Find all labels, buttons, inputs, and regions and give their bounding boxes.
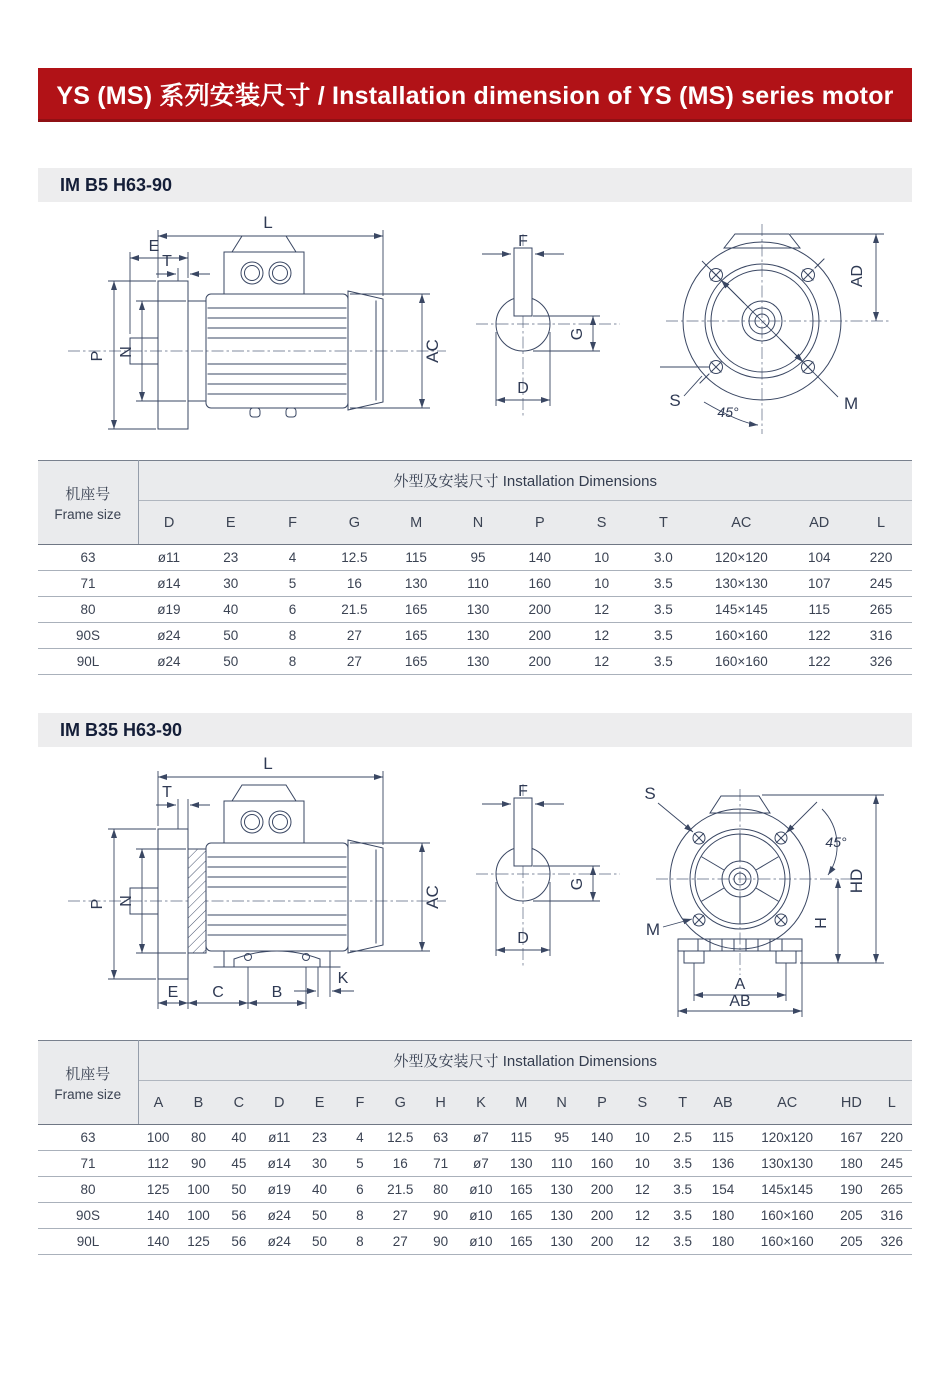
value-cell: 265 (872, 1177, 913, 1203)
frame-size-cell: 71 (38, 571, 138, 597)
value-cell: 63 (420, 1125, 460, 1151)
value-cell: 10 (622, 1125, 662, 1151)
value-cell: ø11 (259, 1125, 299, 1151)
table-row (38, 1151, 912, 1177)
value-cell: 3.0 (633, 545, 695, 571)
frame-size-cell: 71 (38, 1151, 138, 1177)
column-header-E: E (200, 501, 262, 545)
column-header-M: M (385, 501, 447, 545)
dim-label-HD: HD (847, 868, 866, 894)
value-cell: 10 (571, 571, 633, 597)
frame-size-cell: 63 (38, 545, 138, 571)
value-cell: 5 (262, 571, 324, 597)
value-cell: ø14 (138, 571, 200, 597)
value-cell: 165 (385, 597, 447, 623)
column-header-A: A (138, 1081, 178, 1125)
value-cell: 120x120 (743, 1125, 831, 1151)
frame-size-cell: 80 (38, 1177, 138, 1203)
page-title: YS (MS) 系列安装尺寸 / Installation dimension of YS (MS) series motor (56, 81, 894, 110)
dimensions-table-b35 (38, 1040, 912, 1255)
dim-label-P: P (89, 350, 106, 362)
value-cell: 107 (788, 571, 850, 597)
value-cell: 40 (219, 1125, 259, 1151)
frame-size-cell: 80 (38, 597, 138, 623)
value-cell: 80 (178, 1125, 218, 1151)
group-header: 外型及安装尺寸 Installation Dimensions (138, 461, 912, 501)
dim-label-T: T (162, 253, 172, 270)
value-cell: 50 (200, 623, 262, 649)
value-cell: 27 (323, 623, 385, 649)
value-cell: 265 (850, 597, 912, 623)
column-header-K: K (461, 1081, 501, 1125)
column-header-G: G (323, 501, 385, 545)
value-cell: ø7 (461, 1125, 501, 1151)
column-header-S: S (622, 1081, 662, 1125)
value-cell: ø14 (259, 1151, 299, 1177)
value-cell: 5 (340, 1151, 380, 1177)
dim-label-C: C (212, 984, 224, 1001)
value-cell: 165 (385, 649, 447, 675)
frame-size-cell: 90L (38, 1229, 138, 1255)
column-header-P: P (509, 501, 571, 545)
value-cell: 8 (262, 623, 324, 649)
dim-label-M: M (844, 394, 859, 413)
frame-size-header: 机座号 Frame size (38, 461, 138, 545)
value-cell: 95 (541, 1125, 581, 1151)
value-cell: ø24 (259, 1203, 299, 1229)
dimensions-table-b5 (38, 460, 912, 675)
column-header-M: M (501, 1081, 541, 1125)
value-cell: 140 (138, 1229, 178, 1255)
value-cell: 112 (138, 1151, 178, 1177)
value-cell: 220 (872, 1125, 913, 1151)
value-cell: 3.5 (633, 571, 695, 597)
column-header-G: G (380, 1081, 420, 1125)
value-cell: 100 (138, 1125, 178, 1151)
value-cell: 3.5 (662, 1151, 702, 1177)
value-cell: 10 (571, 545, 633, 571)
value-cell: 115 (385, 545, 447, 571)
value-cell: 4 (340, 1125, 380, 1151)
dim-label-K: K (337, 970, 349, 987)
column-header-P: P (582, 1081, 622, 1125)
value-cell: ø24 (259, 1229, 299, 1255)
dim-label-A: A (734, 976, 746, 993)
dim-label-AC2: AC (423, 885, 442, 909)
dim-label-E: E (148, 238, 160, 255)
value-cell: ø24 (138, 623, 200, 649)
value-cell: 90 (178, 1151, 218, 1177)
column-header-AC: AC (694, 501, 788, 545)
value-cell: 23 (299, 1125, 339, 1151)
dim-label-M2: M (645, 920, 661, 939)
value-cell: 122 (788, 623, 850, 649)
value-cell: 200 (509, 623, 571, 649)
dim-label-L: L (263, 213, 273, 232)
table-row (38, 1177, 912, 1203)
frame-size-cell: 90S (38, 1203, 138, 1229)
value-cell: 200 (509, 649, 571, 675)
value-cell: 245 (850, 571, 912, 597)
column-header-N: N (541, 1081, 581, 1125)
dim-label-T2: T (162, 784, 172, 801)
dim-label-N: N (118, 346, 135, 358)
value-cell: 326 (850, 649, 912, 675)
value-cell: 12.5 (323, 545, 385, 571)
value-cell: 4 (262, 545, 324, 571)
value-cell: 316 (872, 1203, 913, 1229)
value-cell: 100 (178, 1177, 218, 1203)
value-cell: 21.5 (380, 1177, 420, 1203)
value-cell: 115 (788, 597, 850, 623)
value-cell: 130 (447, 597, 509, 623)
value-cell: 45 (219, 1151, 259, 1177)
value-cell: 50 (299, 1203, 339, 1229)
dim-label-45deg-2: 45° (825, 834, 847, 850)
dim-label-L2: L (263, 754, 273, 773)
table-row (38, 571, 912, 597)
column-header-S: S (571, 501, 633, 545)
value-cell: 30 (299, 1151, 339, 1177)
value-cell: 30 (200, 571, 262, 597)
value-cell: 12 (622, 1203, 662, 1229)
value-cell: 12 (622, 1177, 662, 1203)
value-cell: 56 (219, 1203, 259, 1229)
table-row (38, 545, 912, 571)
b35-side-view (68, 754, 446, 1009)
value-cell: 160×160 (694, 649, 788, 675)
dim-label-S: S (669, 391, 681, 410)
value-cell: 205 (831, 1229, 871, 1255)
value-cell: 180 (703, 1229, 743, 1255)
value-cell: ø24 (138, 649, 200, 675)
value-cell: 136 (703, 1151, 743, 1177)
dim-label-D2: D (517, 930, 529, 947)
column-header-AD: AD (788, 501, 850, 545)
group-header: 外型及安装尺寸 Installation Dimensions (138, 1041, 912, 1081)
dim-label-AD: AD (849, 264, 866, 288)
value-cell: 130 (385, 571, 447, 597)
value-cell: 8 (340, 1229, 380, 1255)
value-cell: 16 (323, 571, 385, 597)
value-cell: 200 (582, 1229, 622, 1255)
table-row (38, 623, 912, 649)
value-cell: 50 (299, 1229, 339, 1255)
value-cell: 12 (622, 1229, 662, 1255)
dim-label-D: D (517, 380, 529, 397)
column-header-B: B (178, 1081, 218, 1125)
value-cell: 56 (219, 1229, 259, 1255)
value-cell: 165 (501, 1203, 541, 1229)
value-cell: 3.5 (633, 623, 695, 649)
value-cell: 3.5 (662, 1177, 702, 1203)
table-row (38, 1203, 912, 1229)
page (38, 68, 912, 1255)
value-cell: 125 (138, 1177, 178, 1203)
value-cell: 160×160 (694, 623, 788, 649)
value-cell: 180 (831, 1151, 871, 1177)
dim-label-H: H (813, 917, 830, 929)
column-header-F: F (340, 1081, 380, 1125)
column-header-H: H (420, 1081, 460, 1125)
value-cell: 165 (385, 623, 447, 649)
dim-label-B: B (271, 984, 283, 1001)
column-header-E: E (299, 1081, 339, 1125)
value-cell: 27 (323, 649, 385, 675)
column-header-D: D (138, 501, 200, 545)
value-cell: 205 (831, 1203, 871, 1229)
frame-size-cell: 63 (38, 1125, 138, 1151)
column-header-N: N (447, 501, 509, 545)
b35-front-view (644, 784, 884, 1017)
value-cell: 2.5 (662, 1125, 702, 1151)
value-cell: 220 (850, 545, 912, 571)
value-cell: 245 (872, 1151, 913, 1177)
b5-flange-view (660, 224, 890, 434)
dim-label-F2: F (518, 783, 528, 800)
column-header-L: L (850, 501, 912, 545)
value-cell: 110 (447, 571, 509, 597)
value-cell: 130 (447, 623, 509, 649)
value-cell: 6 (262, 597, 324, 623)
value-cell: 95 (447, 545, 509, 571)
dim-label-45deg: 45° (717, 404, 739, 420)
value-cell: ø10 (461, 1203, 501, 1229)
frame-size-header: 机座号 Frame size (38, 1041, 138, 1125)
value-cell: 316 (850, 623, 912, 649)
value-cell: 8 (262, 649, 324, 675)
value-cell: 130x130 (743, 1151, 831, 1177)
section-heading-im-b5: IM B5 H63-90 (38, 168, 912, 202)
value-cell: 3.5 (633, 597, 695, 623)
value-cell: 154 (703, 1177, 743, 1203)
value-cell: 27 (380, 1229, 420, 1255)
value-cell: 326 (872, 1229, 913, 1255)
column-header-C: C (219, 1081, 259, 1125)
value-cell: 16 (380, 1151, 420, 1177)
table-row (38, 1229, 912, 1255)
value-cell: 12 (571, 597, 633, 623)
dim-label-S2: S (644, 784, 656, 803)
value-cell: 160×160 (743, 1229, 831, 1255)
value-cell: 8 (340, 1203, 380, 1229)
value-cell: 160 (509, 571, 571, 597)
value-cell: 160×160 (743, 1203, 831, 1229)
value-cell: 130 (541, 1203, 581, 1229)
value-cell: 165 (501, 1177, 541, 1203)
technical-drawing-b5 (38, 206, 912, 456)
value-cell: 115 (703, 1125, 743, 1151)
value-cell: 130 (501, 1151, 541, 1177)
value-cell: 122 (788, 649, 850, 675)
value-cell: 10 (622, 1151, 662, 1177)
value-cell: 3.5 (662, 1229, 702, 1255)
value-cell: 140 (138, 1203, 178, 1229)
value-cell: 140 (582, 1125, 622, 1151)
value-cell: ø10 (461, 1177, 501, 1203)
table-row (38, 649, 912, 675)
column-header-D: D (259, 1081, 299, 1125)
b5-shaft-view (476, 233, 620, 418)
value-cell: 190 (831, 1177, 871, 1203)
value-cell: ø7 (461, 1151, 501, 1177)
dim-label-AB: AB (729, 993, 751, 1010)
value-cell: 12 (571, 623, 633, 649)
b35-shaft-view (476, 783, 620, 968)
dim-label-P2: P (89, 898, 106, 910)
value-cell: 165 (501, 1229, 541, 1255)
value-cell: ø19 (259, 1177, 299, 1203)
value-cell: 50 (200, 649, 262, 675)
value-cell: 160 (582, 1151, 622, 1177)
value-cell: 130 (447, 649, 509, 675)
dim-label-G: G (569, 327, 586, 341)
value-cell: 167 (831, 1125, 871, 1151)
dim-label-N2: N (118, 895, 135, 907)
dim-label-G2: G (569, 877, 586, 891)
value-cell: 23 (200, 545, 262, 571)
dim-label-AC: AC (423, 339, 442, 363)
table-row (38, 1125, 912, 1151)
value-cell: 140 (509, 545, 571, 571)
column-header-F: F (262, 501, 324, 545)
table-row (38, 597, 912, 623)
value-cell: 3.5 (662, 1203, 702, 1229)
value-cell: 90 (420, 1229, 460, 1255)
dim-label-F: F (518, 233, 528, 250)
value-cell: 125 (178, 1229, 218, 1255)
value-cell: 200 (509, 597, 571, 623)
value-cell: 145x145 (743, 1177, 831, 1203)
value-cell: 115 (501, 1125, 541, 1151)
value-cell: 145×145 (694, 597, 788, 623)
dim-label-E2: E (167, 984, 179, 1001)
value-cell: 50 (219, 1177, 259, 1203)
value-cell: ø10 (461, 1229, 501, 1255)
value-cell: 130 (541, 1229, 581, 1255)
column-header-AB: AB (703, 1081, 743, 1125)
value-cell: 110 (541, 1151, 581, 1177)
value-cell: 100 (178, 1203, 218, 1229)
value-cell: 6 (340, 1177, 380, 1203)
value-cell: 40 (200, 597, 262, 623)
section-heading-im-b35: IM B35 H63-90 (38, 713, 912, 747)
value-cell: 3.5 (633, 649, 695, 675)
column-header-T: T (633, 501, 695, 545)
frame-size-cell: 90L (38, 649, 138, 675)
value-cell: 180 (703, 1203, 743, 1229)
value-cell: ø11 (138, 545, 200, 571)
column-header-T: T (662, 1081, 702, 1125)
value-cell: 71 (420, 1151, 460, 1177)
b5-side-view (68, 213, 446, 429)
title-banner (38, 68, 912, 122)
value-cell: 40 (299, 1177, 339, 1203)
value-cell: ø19 (138, 597, 200, 623)
value-cell: 90 (420, 1203, 460, 1229)
value-cell: 12 (571, 649, 633, 675)
value-cell: 200 (582, 1203, 622, 1229)
column-header-HD: HD (831, 1081, 871, 1125)
column-header-L: L (872, 1081, 913, 1125)
value-cell: 27 (380, 1203, 420, 1229)
value-cell: 130 (541, 1177, 581, 1203)
value-cell: 120×120 (694, 545, 788, 571)
value-cell: 200 (582, 1177, 622, 1203)
frame-size-cell: 90S (38, 623, 138, 649)
value-cell: 130×130 (694, 571, 788, 597)
value-cell: 21.5 (323, 597, 385, 623)
technical-drawing-b35 (38, 751, 912, 1036)
value-cell: 80 (420, 1177, 460, 1203)
column-header-AC: AC (743, 1081, 831, 1125)
value-cell: 12.5 (380, 1125, 420, 1151)
value-cell: 104 (788, 545, 850, 571)
